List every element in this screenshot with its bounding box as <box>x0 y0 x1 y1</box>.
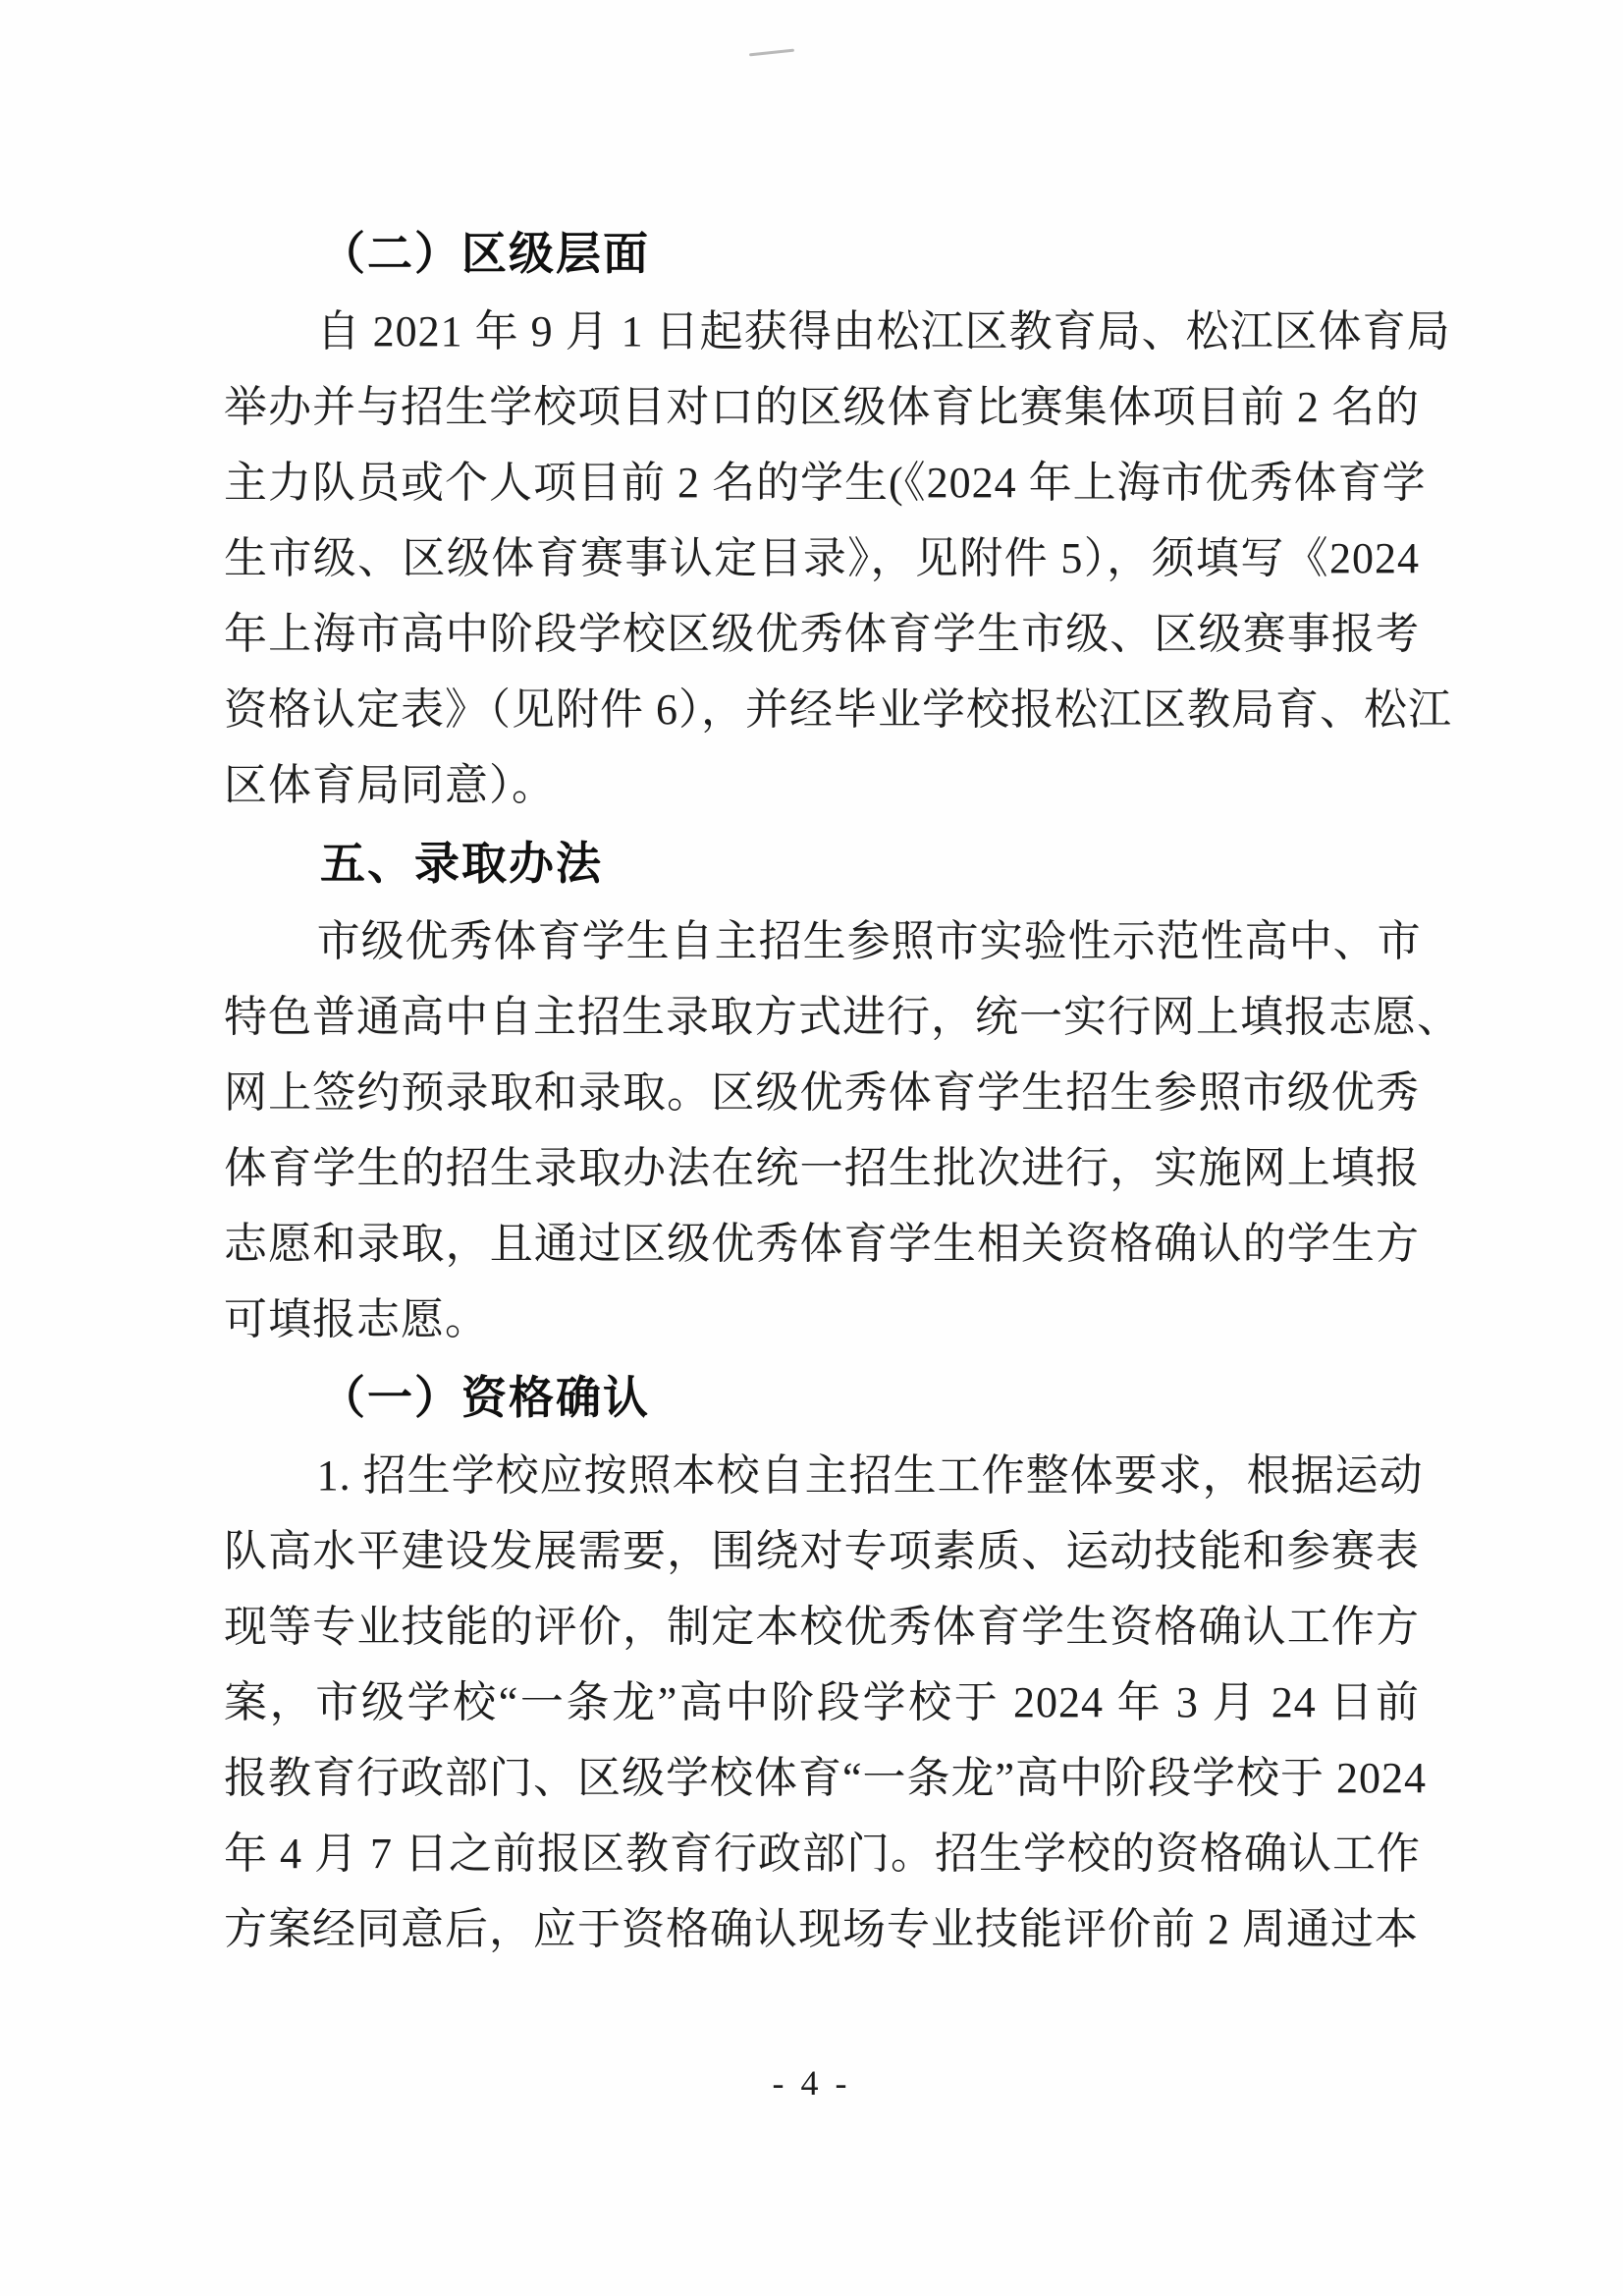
document-content <box>224 213 1461 1967</box>
section-heading-admission-method: 五、录取办法 <box>320 838 603 889</box>
paragraph-line: 志愿和录取，且通过区级优秀体育学生相关资格确认的学生方 <box>224 1220 1420 1268</box>
section-heading-district-level: （二）区级层面 <box>320 228 650 279</box>
paragraph-line: 报教育行政部门、区级学校体育“一条龙”高中阶段学校于 2024 <box>224 1754 1428 1802</box>
scan-artifact-dash <box>749 49 794 57</box>
page-footer <box>0 2062 1623 2104</box>
paragraph-line: 方案经同意后，应于资格确认现场专业技能评价前 2 周通过本 <box>224 1905 1419 1953</box>
paragraph-line: 生市级、区级体育赛事认定目录》，见附件 5），须填写《2024 <box>224 534 1420 582</box>
paragraph-line: 资格认定表》（见附件 6），并经毕业学校报松江区教局育、松江 <box>224 685 1452 734</box>
paragraph-line: 举办并与招生学校项目对口的区级体育比赛集体项目前 2 名的 <box>224 383 1420 431</box>
paragraph-line: 网上签约预录取和录取。区级优秀体育学生招生参照市级优秀 <box>224 1068 1420 1117</box>
paragraph-line: 现等专业技能的评价，制定本校优秀体育学生资格确认工作方 <box>224 1603 1420 1651</box>
paragraph-line: 市级优秀体育学生自主招生参照市实验性示范性高中、市 <box>316 917 1422 965</box>
page-number: - 4 - <box>772 2063 851 2103</box>
paragraph-line: 年上海市高中阶段学校区级优秀体育学生市级、区级赛事报考 <box>224 610 1420 658</box>
paragraph-line: 区体育局同意）。 <box>224 761 556 809</box>
paragraph-line: 1. 招生学校应按照本校自主招生工作整体要求，根据运动 <box>316 1451 1424 1500</box>
paragraph-line: 自 2021 年 9 月 1 日起获得由松江区教育局、松江区体育局 <box>316 307 1451 355</box>
paragraph-line: 特色普通高中自主招生录取方式进行，统一实行网上填报志愿、 <box>224 993 1461 1041</box>
paragraph-line: 主力队员或个人项目前 2 名的学生(《2024 年上海市优秀体育学 <box>224 459 1427 507</box>
section-heading-qualification-confirmation: （一）资格确认 <box>320 1372 650 1423</box>
paragraph-line: 可填报志愿。 <box>224 1295 489 1343</box>
paragraph-line: 体育学生的招生录取办法在统一招生批次进行，实施网上填报 <box>224 1144 1420 1192</box>
paragraph-line: 年 4 月 7 日之前报区教育行政部门。招生学校的资格确认工作 <box>224 1830 1421 1878</box>
paragraph-line: 队高水平建设发展需要，围绕对专项素质、运动技能和参赛表 <box>224 1527 1420 1575</box>
paragraph-line: 案，市级学校“一条龙”高中阶段学校于 2024 年 3 月 24 日前 <box>224 1678 1420 1726</box>
